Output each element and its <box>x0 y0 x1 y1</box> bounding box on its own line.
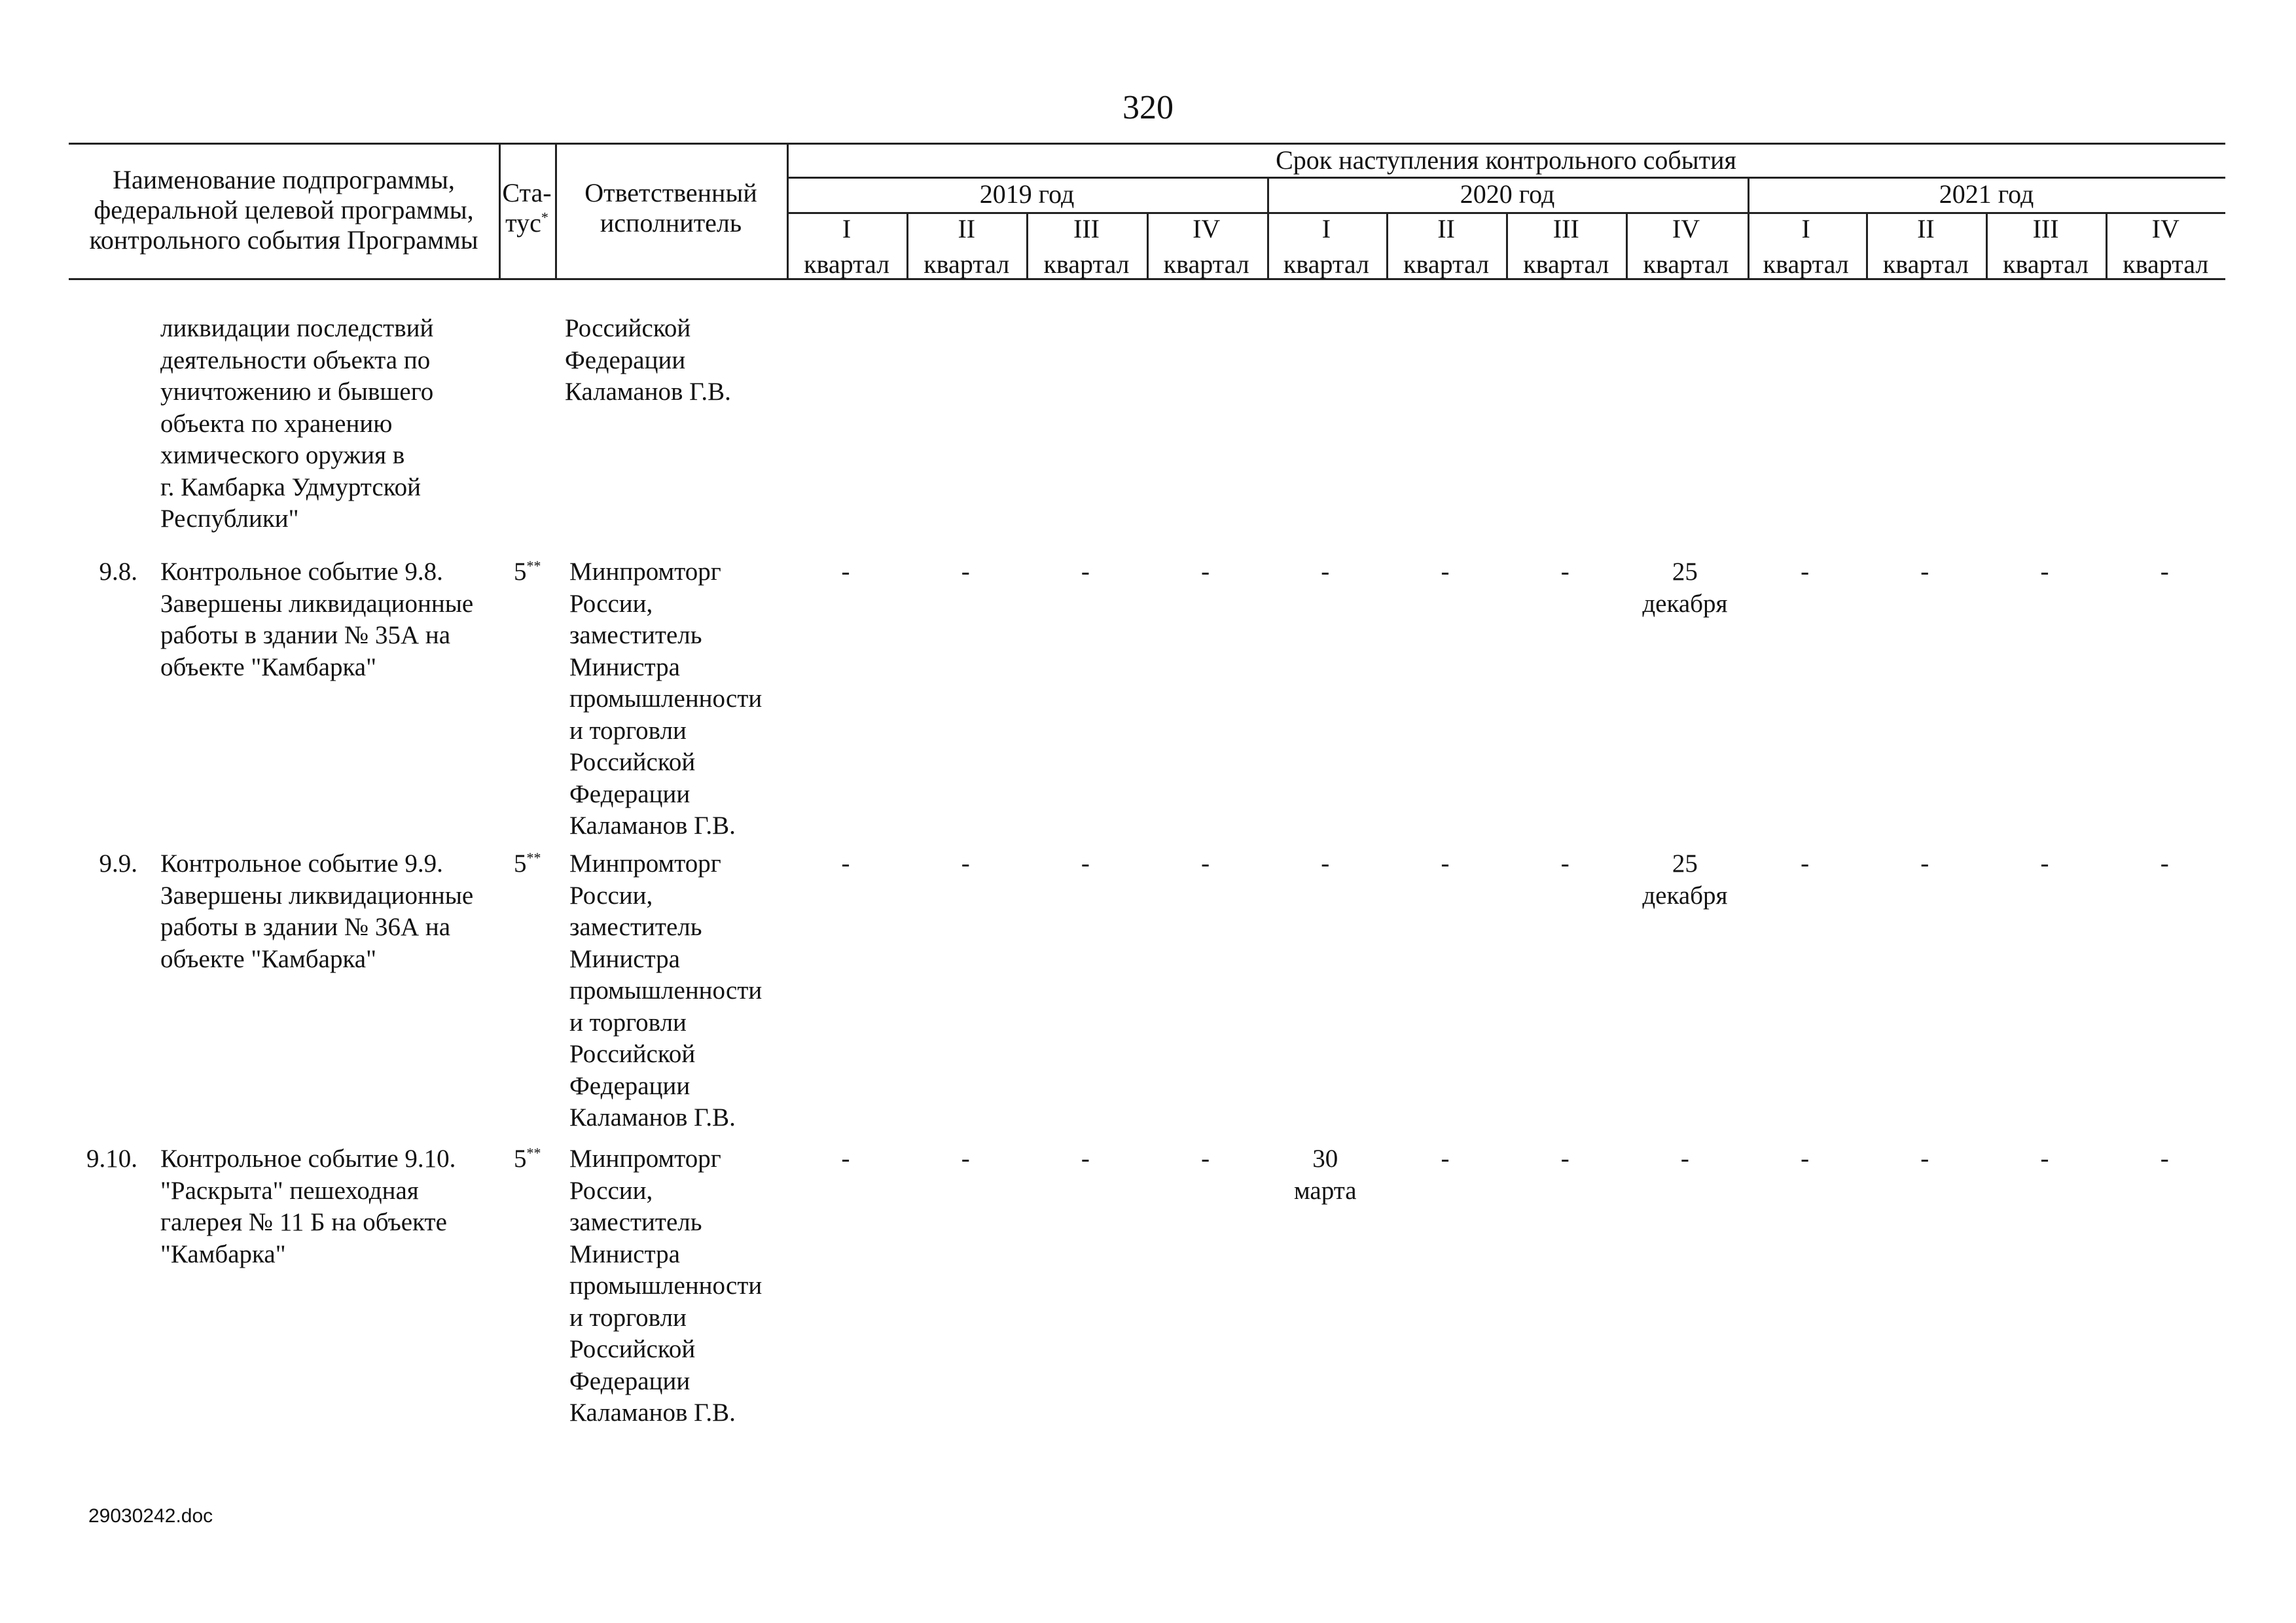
header-quarter-cell <box>1986 214 2106 279</box>
quarter-numeral: II <box>958 214 976 243</box>
event-line: Контрольное событие 9.9. <box>160 849 443 878</box>
responsible-line: Российской <box>569 748 696 776</box>
quarter-value: - <box>1441 1145 1450 1173</box>
responsible-line: Министра <box>569 944 680 973</box>
quarter-numeral: II <box>1917 214 1935 243</box>
header-year-border <box>787 177 2225 179</box>
event-line: ликвидации последствий <box>160 314 434 342</box>
responsible-cell <box>569 848 785 1134</box>
responsible-line: заместитель <box>569 1208 702 1236</box>
quarter-label: квартал <box>2003 249 2089 279</box>
quarter-numeral: IV <box>1193 214 1221 243</box>
header-top-border <box>69 143 2225 145</box>
quarter-value: - <box>841 849 850 878</box>
status-cell <box>514 1143 553 1175</box>
event-line: Контрольное событие 9.8. <box>160 558 443 586</box>
header-responsible-line: Ответственный <box>584 178 757 207</box>
quarter-numeral: I <box>1321 214 1331 243</box>
event-line: работы в здании № 35А на <box>160 621 451 649</box>
quarter-value: - <box>1560 558 1570 586</box>
header-status-column <box>499 178 555 238</box>
quarter-label: квартал <box>1882 249 1969 279</box>
responsible-line: Министра <box>569 652 680 681</box>
responsible-line: промышленности <box>569 685 762 713</box>
quarter-value: - <box>841 558 850 586</box>
quarter-label: квартал <box>804 249 890 279</box>
header-quarter-cell <box>1506 214 1626 279</box>
quarter-value: 30 марта <box>1294 1145 1357 1205</box>
quarter-label: квартал <box>924 249 1010 279</box>
quarter-value: - <box>1201 849 1210 878</box>
quarter-value: - <box>841 1145 850 1173</box>
continuation-event-text <box>160 313 501 535</box>
responsible-line: промышленности <box>569 1272 762 1300</box>
responsible-line: Российской <box>569 1335 696 1363</box>
status-mark: ** <box>526 849 541 866</box>
responsible-line: Каламанов Г.В. <box>569 1399 736 1427</box>
quarter-value: - <box>1441 849 1450 878</box>
quarter-label: квартал <box>1523 249 1609 279</box>
header-year-2019: 2019 год <box>979 179 1075 209</box>
responsible-line: России, <box>569 589 653 618</box>
responsible-line: заместитель <box>569 913 702 941</box>
status-mark: ** <box>526 1145 541 1161</box>
event-line: "Раскрыта" пешеходная <box>160 1176 419 1205</box>
responsible-cell <box>569 556 785 842</box>
responsible-line: Минпромторг <box>569 558 721 586</box>
quarter-value: - <box>2040 1145 2049 1173</box>
header-year-2021: 2021 год <box>1939 179 2034 209</box>
status-value: 5 <box>514 558 527 586</box>
responsible-line: России, <box>569 1176 653 1205</box>
header-quarter-cell <box>1266 214 1386 279</box>
status-cell <box>514 556 553 588</box>
quarter-numeral: III <box>1552 214 1579 243</box>
header-status-line: Ста- <box>502 178 552 207</box>
header-quarter-cell <box>906 214 1026 279</box>
quarter-numeral: III <box>2032 214 2059 243</box>
quarter-label: квартал <box>2123 249 2209 279</box>
responsible-line: Каламанов Г.В. <box>569 1103 736 1132</box>
row-number: 9.10. <box>86 1145 137 1173</box>
quarter-label: квартал <box>1043 249 1130 279</box>
quarter-numeral: I <box>1801 214 1810 243</box>
responsible-line: Федерации <box>569 779 691 808</box>
page-number: 320 <box>1122 89 1174 126</box>
header-quarter-cell <box>1866 214 1986 279</box>
event-line: химического оружия в <box>160 441 405 469</box>
event-line: объекте "Камбарка" <box>160 652 377 681</box>
quarter-numeral: IV <box>2151 214 2179 243</box>
event-text <box>160 556 501 683</box>
quarter-value: - <box>2160 1145 2169 1173</box>
quarter-value: - <box>1920 558 1929 586</box>
header-quarter-cell <box>1386 214 1506 279</box>
quarter-label: квартал <box>1763 249 1849 279</box>
event-line: работы в здании № 36А на <box>160 913 451 941</box>
quarter-value: - <box>1441 558 1450 586</box>
status-cell <box>514 848 553 880</box>
quarter-value: - <box>961 849 970 878</box>
footer-filename: 29030242.doc <box>88 1505 213 1527</box>
quarter-value: - <box>1081 1145 1090 1173</box>
header-responsible-column <box>555 178 787 238</box>
header-name-line: контрольного события Программы <box>89 225 478 255</box>
responsible-line: и торговли <box>569 1008 687 1037</box>
header-quarter-cell <box>1626 214 1746 279</box>
header-name-line: федеральной целевой программы, <box>94 195 474 224</box>
header-year-2020: 2020 год <box>1460 179 1555 209</box>
header-status-line: тус <box>505 208 541 238</box>
event-line: объекта по хранению <box>160 409 393 438</box>
status-value: 5 <box>514 849 527 878</box>
row-number: 9.9. <box>99 849 137 878</box>
header-name-column <box>69 165 499 255</box>
quarter-value: - <box>1680 1145 1689 1173</box>
event-line: объекте "Камбарка" <box>160 944 377 973</box>
responsible-line: заместитель <box>569 621 702 649</box>
event-line: Завершены ликвидационные <box>160 589 474 618</box>
quarter-label: квартал <box>1163 249 1249 279</box>
quarter-value: 25 декабря <box>1642 849 1728 910</box>
responsible-line: Российской <box>569 1040 696 1068</box>
quarter-value: - <box>1201 558 1210 586</box>
quarter-value: - <box>1801 558 1810 586</box>
responsible-line: и торговли <box>569 1303 687 1332</box>
status-mark: ** <box>526 558 541 574</box>
event-line: г. Камбарка Удмуртской <box>160 473 421 501</box>
quarter-value: - <box>1081 849 1090 878</box>
event-line: Завершены ликвидационные <box>160 881 474 910</box>
quarter-label: квартал <box>1643 249 1729 279</box>
responsible-line: Министра <box>569 1240 680 1268</box>
quarter-numeral: II <box>1437 214 1455 243</box>
quarter-value: - <box>1201 1145 1210 1173</box>
responsible-line: России, <box>569 881 653 910</box>
responsible-cell <box>569 1143 785 1429</box>
event-line: уничтожению и бывшего <box>160 378 434 406</box>
responsible-line: Федерации <box>569 1366 691 1395</box>
header-quarter-cell <box>1147 214 1266 279</box>
quarter-value: 25 декабря <box>1642 558 1728 618</box>
responsible-line: Федерации <box>569 1071 691 1100</box>
event-text <box>160 1143 501 1270</box>
responsible-line: Каламанов Г.В. <box>565 378 731 406</box>
quarter-value: - <box>1081 558 1090 586</box>
event-line: "Камбарка" <box>160 1240 286 1268</box>
header-quarter-cell <box>2106 214 2225 279</box>
quarter-value: - <box>2040 558 2049 586</box>
responsible-line: Минпромторг <box>569 1145 721 1173</box>
quarter-value: - <box>2160 558 2169 586</box>
quarter-value: - <box>1920 1145 1929 1173</box>
row-number: 9.8. <box>99 558 137 586</box>
quarter-value: - <box>1321 849 1330 878</box>
quarter-value: - <box>1801 849 1810 878</box>
responsible-line: промышленности <box>569 976 762 1005</box>
quarter-value: - <box>961 1145 970 1173</box>
quarter-label: квартал <box>1403 249 1490 279</box>
quarter-numeral: I <box>842 214 852 243</box>
header-responsible-line: исполнитель <box>600 208 742 238</box>
event-text <box>160 848 501 975</box>
responsible-line: Каламанов Г.В. <box>569 812 736 840</box>
responsible-line: и торговли <box>569 716 687 745</box>
event-line: деятельности объекта по <box>160 346 431 374</box>
header-name-line: Наименование подпрограммы, <box>113 165 455 194</box>
status-value: 5 <box>514 1145 527 1173</box>
event-line: Контрольное событие 9.10. <box>160 1145 456 1173</box>
event-line: Республики" <box>160 505 299 533</box>
continuation-responsible <box>565 313 781 408</box>
quarter-label: квартал <box>1283 249 1369 279</box>
header-deadline-title: Срок наступления контрольного события <box>1276 145 1736 175</box>
header-status-mark: * <box>541 209 548 226</box>
header-quarter-cell <box>1026 214 1146 279</box>
quarter-value: - <box>1560 1145 1570 1173</box>
quarter-numeral: III <box>1073 214 1100 243</box>
header-quarter-cell <box>1746 214 1866 279</box>
quarter-value: - <box>1920 849 1929 878</box>
quarter-numeral: IV <box>1672 214 1700 243</box>
quarter-value: - <box>2160 849 2169 878</box>
event-line: галерея № 11 Б на объекте <box>160 1208 447 1236</box>
header-quarter-cell <box>787 214 906 279</box>
quarter-value: - <box>1321 558 1330 586</box>
quarter-value: - <box>1801 1145 1810 1173</box>
quarter-value: - <box>961 558 970 586</box>
quarter-value: - <box>1560 849 1570 878</box>
responsible-line: Минпромторг <box>569 849 721 878</box>
responsible-line: Российской <box>565 314 691 342</box>
quarter-value: - <box>2040 849 2049 878</box>
responsible-line: Федерации <box>565 346 686 374</box>
